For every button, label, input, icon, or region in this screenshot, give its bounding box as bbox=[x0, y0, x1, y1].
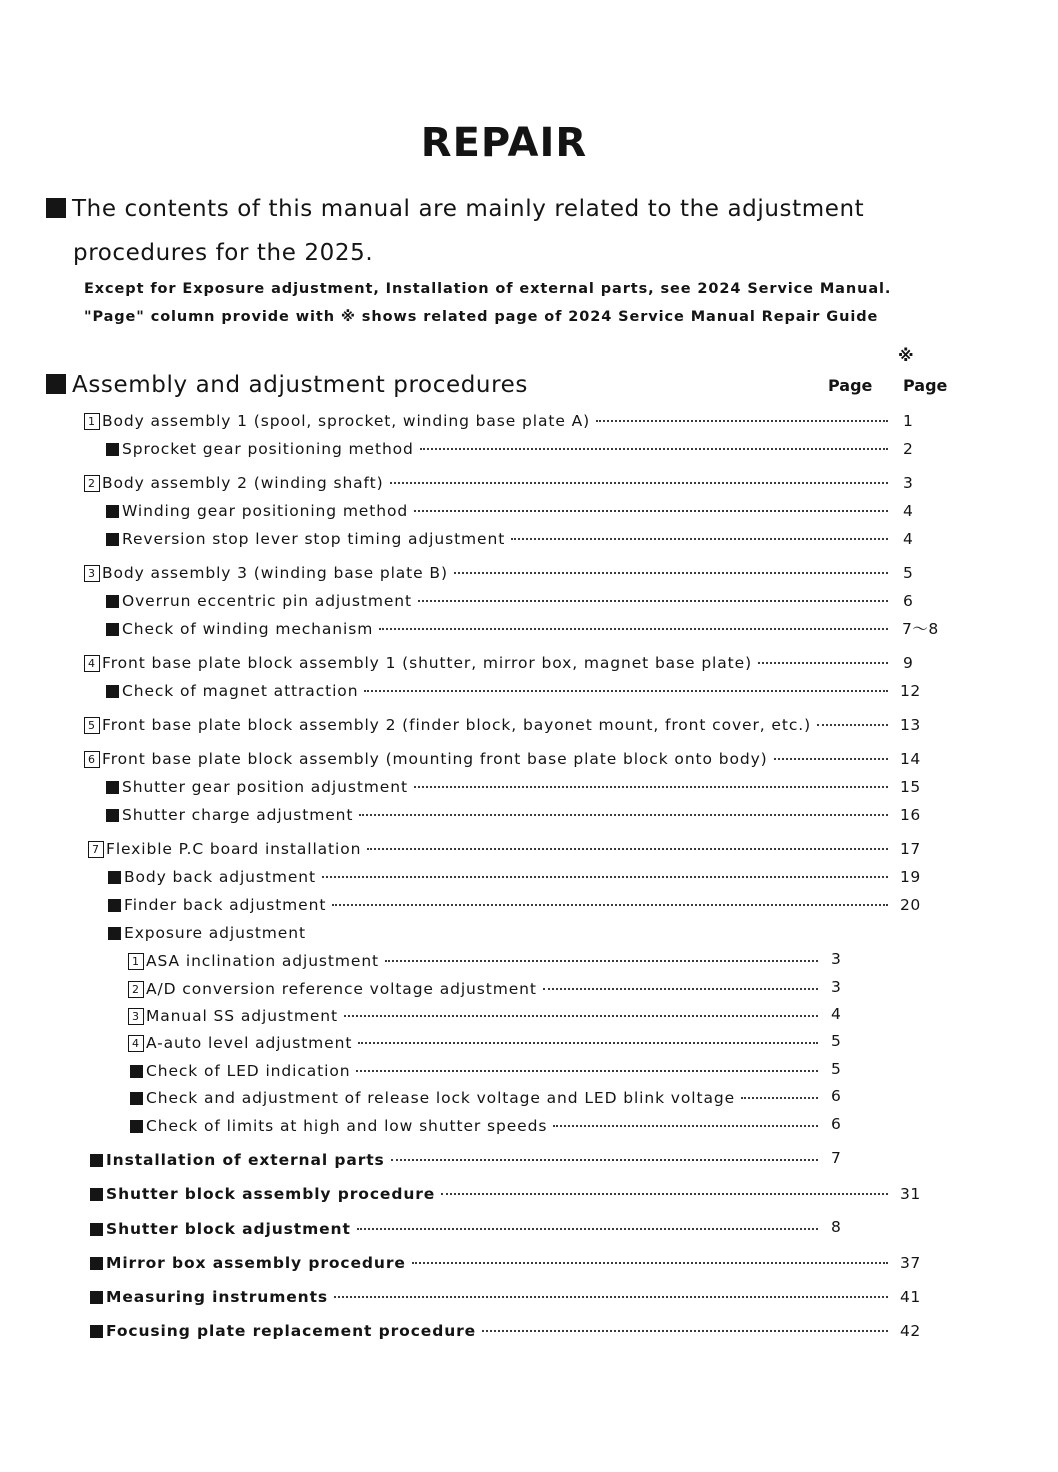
toc-entry[interactable] bbox=[108, 866, 892, 888]
intro-text-1: The contents of this manual are mainly related to the adjustment bbox=[72, 196, 865, 222]
leader-dots bbox=[334, 1296, 888, 1298]
bullet-square-icon bbox=[106, 533, 119, 546]
toc-page: 3 bbox=[903, 474, 914, 492]
leader-dots bbox=[358, 1042, 818, 1044]
toc-entry[interactable] bbox=[108, 922, 508, 944]
toc-label: Flexible P.C board installation bbox=[106, 840, 362, 858]
toc-label: Body assembly 1 (spool, sprocket, winding base plate A) bbox=[102, 412, 591, 430]
toc-entry[interactable] bbox=[106, 528, 892, 550]
bullet-square-icon bbox=[108, 899, 121, 912]
toc-entry[interactable] bbox=[128, 978, 822, 1000]
toc-label: Body assembly 3 (winding base plate B) bbox=[102, 564, 448, 582]
bullet-square-icon bbox=[46, 198, 66, 218]
toc-entry[interactable] bbox=[84, 562, 892, 584]
bullet-square-icon bbox=[106, 623, 119, 636]
leader-dots bbox=[412, 1262, 888, 1264]
toc-page: 7～8 bbox=[902, 620, 939, 638]
step-number-box: 6 bbox=[84, 751, 100, 768]
toc-entry[interactable] bbox=[128, 950, 822, 972]
step-number-box: 3 bbox=[84, 565, 100, 582]
toc-ref-page: 3 bbox=[831, 950, 842, 968]
toc-page: 15 bbox=[900, 778, 921, 796]
toc-entry[interactable] bbox=[106, 680, 892, 702]
toc-entry[interactable] bbox=[130, 1087, 822, 1109]
toc-label: Installation of external parts bbox=[106, 1151, 385, 1169]
leader-dots bbox=[414, 510, 888, 512]
toc-ref-page: 8 bbox=[831, 1218, 842, 1236]
leader-dots bbox=[511, 538, 888, 540]
toc-label: ASA inclination adjustment bbox=[146, 952, 380, 970]
toc-ref-page: 6 bbox=[831, 1115, 842, 1133]
toc-entry[interactable] bbox=[88, 838, 892, 860]
leader-dots bbox=[420, 448, 888, 450]
toc-entry[interactable] bbox=[106, 618, 892, 640]
note-1: Except for Exposure adjustment, Installation of external parts, see 2024 Service Manual. bbox=[84, 281, 892, 297]
toc-label: Check of magnet attraction bbox=[122, 682, 359, 700]
bullet-square-icon bbox=[130, 1120, 143, 1133]
toc-page: 14 bbox=[900, 750, 921, 768]
bullet-square-icon bbox=[90, 1325, 103, 1338]
toc-label: Shutter gear position adjustment bbox=[122, 778, 408, 796]
leader-dots bbox=[418, 600, 888, 602]
leader-dots bbox=[817, 724, 888, 726]
toc-entry[interactable] bbox=[84, 714, 892, 736]
leader-dots bbox=[596, 420, 888, 422]
toc-ref-page: 5 bbox=[831, 1032, 842, 1050]
note-2: "Page" column provide with ※ shows related page of 2024 Service Manual Repair Guide bbox=[84, 309, 879, 325]
toc-label: Shutter charge adjustment bbox=[122, 806, 354, 824]
page-title: REPAIR bbox=[420, 120, 588, 166]
toc-label: Check of winding mechanism bbox=[122, 620, 374, 638]
toc-label: Shutter block adjustment bbox=[106, 1220, 351, 1238]
toc-entry[interactable] bbox=[108, 894, 892, 916]
toc-page: 31 bbox=[900, 1185, 921, 1203]
step-number-box: 2 bbox=[84, 475, 100, 492]
leader-dots bbox=[344, 1015, 818, 1017]
leader-dots bbox=[359, 814, 888, 816]
leader-dots bbox=[356, 1070, 818, 1072]
leader-dots bbox=[482, 1330, 888, 1332]
toc-entry[interactable] bbox=[90, 1286, 892, 1308]
toc-label: Focusing plate replacement procedure bbox=[106, 1322, 477, 1340]
toc-ref-page: 3 bbox=[831, 978, 842, 996]
toc-ref-page: 5 bbox=[831, 1060, 842, 1078]
toc-label: Finder back adjustment bbox=[124, 896, 327, 914]
toc-label: Shutter block assembly procedure bbox=[106, 1185, 436, 1203]
bullet-square-icon bbox=[106, 595, 119, 608]
toc-entry[interactable] bbox=[106, 776, 892, 798]
toc-label: Measuring instruments bbox=[106, 1288, 329, 1306]
intro-text-2: procedures for the 2025. bbox=[73, 240, 374, 266]
column-header-ref-page: Page bbox=[903, 376, 948, 395]
bullet-square-icon bbox=[46, 374, 66, 394]
leader-dots bbox=[332, 904, 888, 906]
toc-label: Winding gear positioning method bbox=[122, 502, 409, 520]
leader-dots bbox=[367, 848, 888, 850]
toc-label: Mirror box assembly procedure bbox=[106, 1254, 406, 1272]
toc-entry[interactable] bbox=[90, 1320, 892, 1342]
leader-dots bbox=[364, 690, 888, 692]
toc-page: 19 bbox=[900, 868, 921, 886]
toc-page: 1 bbox=[903, 412, 914, 430]
section-heading bbox=[46, 372, 528, 398]
bullet-square-icon bbox=[90, 1257, 103, 1270]
bullet-square-icon bbox=[106, 781, 119, 794]
toc-ref-page: 6 bbox=[831, 1087, 842, 1105]
leader-dots bbox=[414, 786, 888, 788]
leader-dots bbox=[553, 1125, 818, 1127]
toc-label: Reversion stop lever stop timing adjustment bbox=[122, 530, 506, 548]
toc-page: 2 bbox=[903, 440, 914, 458]
section-heading-text: Assembly and adjustment procedures bbox=[72, 372, 528, 398]
leader-dots bbox=[441, 1193, 888, 1195]
intro-line-1 bbox=[46, 196, 864, 222]
bullet-square-icon bbox=[108, 927, 121, 940]
step-number-box: 3 bbox=[128, 1008, 144, 1025]
toc-page: 17 bbox=[900, 840, 921, 858]
step-number-box: 5 bbox=[84, 717, 100, 734]
toc-label: Body assembly 2 (winding shaft) bbox=[102, 474, 384, 492]
leader-dots bbox=[322, 876, 888, 878]
toc-entry[interactable] bbox=[90, 1183, 892, 1205]
bullet-square-icon bbox=[130, 1092, 143, 1105]
toc-entry[interactable] bbox=[84, 652, 892, 674]
toc-page: 13 bbox=[900, 716, 921, 734]
leader-dots bbox=[774, 758, 888, 760]
toc-entry[interactable] bbox=[90, 1149, 822, 1171]
toc-label: Body back adjustment bbox=[124, 868, 316, 886]
step-number-box: 7 bbox=[88, 841, 104, 858]
toc-page: 41 bbox=[900, 1288, 921, 1306]
reference-mark-icon: ※ bbox=[898, 346, 914, 365]
toc-page: 37 bbox=[900, 1254, 921, 1272]
toc-page: 4 bbox=[903, 502, 914, 520]
toc-entry[interactable] bbox=[84, 410, 892, 432]
column-header-page: Page bbox=[828, 376, 873, 395]
toc-entry[interactable] bbox=[106, 804, 892, 826]
toc-label: Front base plate block assembly 1 (shutter, mirror box, magnet base plate) bbox=[102, 654, 753, 672]
bullet-square-icon bbox=[90, 1223, 103, 1236]
bullet-square-icon bbox=[106, 685, 119, 698]
toc-page: 12 bbox=[900, 682, 921, 700]
toc-entry[interactable] bbox=[128, 1005, 822, 1027]
toc-label: Check of LED indication bbox=[146, 1062, 351, 1080]
leader-dots bbox=[391, 1159, 818, 1161]
bullet-square-icon bbox=[90, 1188, 103, 1201]
step-number-box: 1 bbox=[128, 953, 144, 970]
toc-entry[interactable] bbox=[106, 438, 892, 460]
bullet-square-icon bbox=[108, 871, 121, 884]
leader-dots bbox=[357, 1228, 818, 1230]
leader-dots bbox=[390, 482, 888, 484]
toc-label: Exposure adjustment bbox=[124, 924, 306, 942]
toc-entry[interactable] bbox=[128, 1032, 822, 1054]
bullet-square-icon bbox=[106, 443, 119, 456]
leader-dots bbox=[758, 662, 888, 664]
toc-entry[interactable] bbox=[106, 590, 892, 612]
leader-dots bbox=[741, 1097, 818, 1099]
toc-label: A-auto level adjustment bbox=[146, 1034, 353, 1052]
toc-ref-page: 7 bbox=[831, 1149, 842, 1167]
toc-ref-page: 4 bbox=[831, 1005, 842, 1023]
toc-label: Sprocket gear positioning method bbox=[122, 440, 414, 458]
toc-label: Front base plate block assembly (mounting front base plate block onto body) bbox=[102, 750, 768, 768]
toc-label: Check of limits at high and low shutter speeds bbox=[146, 1117, 548, 1135]
toc-entry[interactable] bbox=[84, 748, 892, 770]
toc-page: 6 bbox=[903, 592, 914, 610]
toc-label: Manual SS adjustment bbox=[146, 1007, 339, 1025]
toc-page: 16 bbox=[900, 806, 921, 824]
bullet-square-icon bbox=[90, 1291, 103, 1304]
toc-page: 5 bbox=[903, 564, 914, 582]
toc-page: 4 bbox=[903, 530, 914, 548]
leader-dots bbox=[454, 572, 888, 574]
bullet-square-icon bbox=[130, 1065, 143, 1078]
leader-dots bbox=[385, 960, 818, 962]
toc-entry[interactable] bbox=[130, 1115, 822, 1137]
toc-page: 20 bbox=[900, 896, 921, 914]
toc-entry[interactable] bbox=[130, 1060, 822, 1082]
step-number-box: 2 bbox=[128, 981, 144, 998]
leader-dots bbox=[379, 628, 888, 630]
toc-label: A/D conversion reference voltage adjustment bbox=[146, 980, 537, 998]
leader-dots bbox=[543, 988, 818, 990]
bullet-square-icon bbox=[106, 809, 119, 822]
toc-page: 42 bbox=[900, 1322, 921, 1340]
bullet-square-icon bbox=[90, 1154, 103, 1167]
step-number-box: 4 bbox=[84, 655, 100, 672]
toc-entry[interactable] bbox=[106, 500, 892, 522]
step-number-box: 4 bbox=[128, 1035, 144, 1052]
toc-entry[interactable] bbox=[90, 1218, 822, 1240]
step-number-box: 1 bbox=[84, 413, 100, 430]
toc-page: 9 bbox=[903, 654, 914, 672]
toc-label: Check and adjustment of release lock voltage and LED blink voltage bbox=[146, 1089, 736, 1107]
toc-label: Overrun eccentric pin adjustment bbox=[122, 592, 412, 610]
toc-label: Front base plate block assembly 2 (finder block, bayonet mount, front cover, etc.) bbox=[102, 716, 812, 734]
bullet-square-icon bbox=[106, 505, 119, 518]
toc-entry[interactable] bbox=[84, 472, 892, 494]
toc-entry[interactable] bbox=[90, 1252, 892, 1274]
